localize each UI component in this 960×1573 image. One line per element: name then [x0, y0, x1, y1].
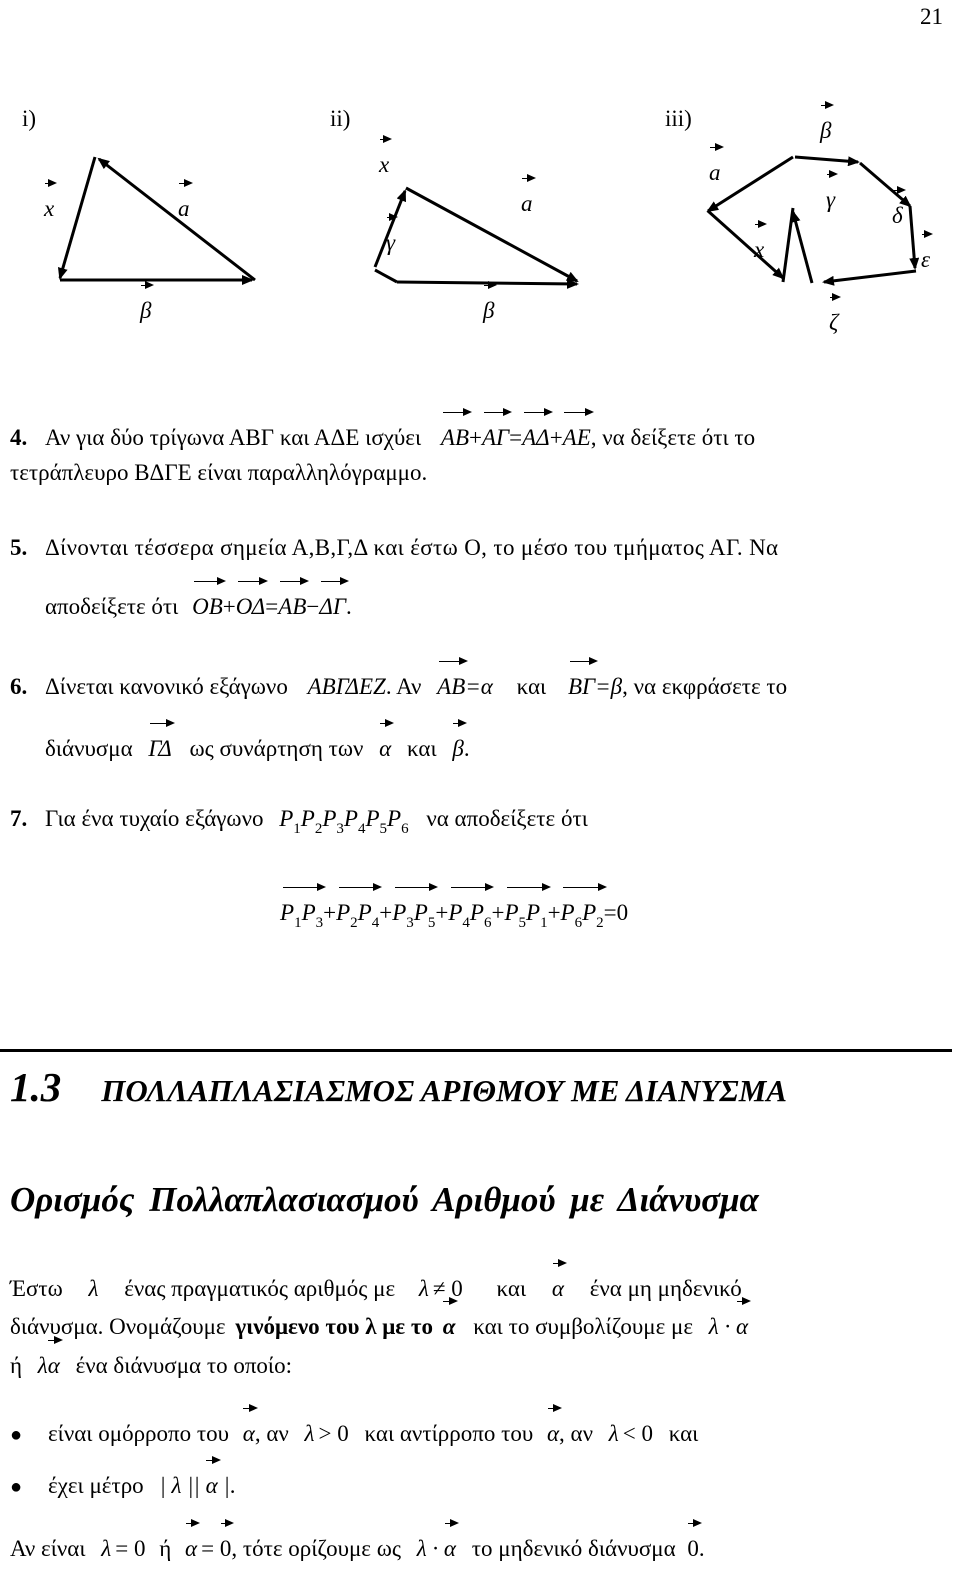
label-a-2: a	[521, 191, 533, 216]
definition-line3: ή λα ένα διάνυσμα το οποίο:	[10, 1353, 293, 1378]
vector-beta-arrow-2	[397, 282, 577, 284]
label-epsilon-3: ε	[921, 247, 931, 272]
label-beta-3: β	[820, 118, 832, 143]
exercise-6-line2: διάνυσμα ΓΔ ως συνάρτηση των α και β.	[45, 736, 470, 761]
exercise-5-equation: ΟΒ+ΟΔ=ΑΒ−ΔΓ.	[192, 594, 352, 619]
exercise-6-line1: 6. Δίνεται κανονικό εξάγωνο ΑΒΓΔΕΖ. Αν ΑΒ=α και ΒΓ=β, να εκφράσετε το	[10, 674, 788, 699]
label-x-2: x	[379, 152, 390, 177]
vector-beta-arrow-3	[795, 157, 858, 162]
label-gamma-3: γ	[826, 187, 836, 212]
bullet-marker-1: ●	[10, 1424, 23, 1446]
vector-beta-arrow-2-start	[375, 270, 397, 282]
label-a: a	[178, 196, 190, 221]
vector-zeta-arrow	[824, 271, 916, 282]
vector-gamma-link	[783, 208, 793, 282]
exercise-4-line2: τετράπλευρο ΒΔΓΕ είναι παραλληλόγραμμο.	[10, 460, 428, 485]
definition-line2: διάνυσμα. Ονομάζουμε γινόμενο του λ με το α και το συμβολίζουμε με λ · α	[10, 1314, 749, 1339]
exercise-7-line1: 7. Για ένα τυχαίο εξάγωνο $P_1P_2P_3P_4P_5P_6$ να αποδείξετε ότι	[10, 806, 588, 837]
definition-heading: Ορισμός Πολλαπλασιασμού Αριθμού με Διάνυσμα	[10, 1180, 759, 1219]
definition-last-line: Αν είναι λ = 0 ή α = 0, τότε ορίζουμε ως λ · α το μηδενικό διάνυσμα 0.	[10, 1536, 705, 1561]
vector-gamma-arrow-3	[793, 212, 812, 283]
section-heading	[10, 1063, 787, 1111]
exercise-5-line1: 5. Δίνονται τέσσερα σημεία Α,Β,Γ,Δ και έστω Ο, το μέσο του τμήματος ΑΓ. Να	[10, 535, 779, 560]
vector-x-arrow-2	[406, 188, 577, 281]
figure-label-i: i)	[22, 106, 37, 131]
figure-label-ii: ii)	[330, 106, 351, 131]
section-rule	[0, 1049, 952, 1052]
definition-line1: Έστω λ ένας πραγματικός αριθμός με λ ≠ 0 και α ένα μη μηδενικό	[10, 1276, 742, 1301]
label-a-3: a	[709, 160, 721, 185]
exercise-7-equation: $P_1P_3+P_2P_4+P_3P_5+P_4P_6+P_5P_1+P_6P_2=0$	[280, 900, 629, 931]
vector-a-arrow	[99, 159, 255, 280]
label-delta-3: δ	[892, 203, 903, 228]
label-gamma-2: γ	[386, 230, 396, 255]
label-beta: β	[140, 298, 152, 323]
figure-ii	[375, 188, 577, 284]
exercise-4-equation: ΑΒ+ΑΓ=ΑΔ+ΑΕ	[440, 425, 591, 450]
exercise-5-line2: αποδείξετε ότι ΟΒ+ΟΔ=ΑΒ−ΔΓ.	[45, 594, 352, 619]
label-beta-2: β	[483, 298, 495, 323]
figure-iii	[708, 157, 916, 283]
bullet-1: είναι ομόρροπο του α, αν λ > 0 και αντίρροπο του α, αν λ < 0 και	[48, 1421, 699, 1446]
label-x: x	[44, 196, 55, 221]
bullet-2: έχει μέτρο | λ || α |.	[48, 1473, 236, 1498]
hexagon-vertices: $P_1P_2P_3P_4P_5P_6$	[279, 806, 409, 837]
figure-i	[60, 157, 255, 280]
label-x-3: x	[754, 237, 765, 262]
section-number: 1.3	[10, 1064, 62, 1110]
section-title: ΠΟΛΛΑΠΛΑΣΙΑΣΜΟΣ ΑΡΙΘΜΟΥ ΜΕ ΔΙΑΝΥΣΜΑ	[101, 1073, 787, 1108]
vector-epsilon-arrow	[910, 206, 915, 268]
label-zeta-3: ζ	[829, 310, 839, 335]
bullet-marker-2: ●	[10, 1476, 23, 1498]
figure-label-iii: iii)	[665, 106, 692, 131]
vector-x-arrow	[60, 157, 95, 278]
page-number: 21	[920, 4, 943, 29]
exercise-4-line1: 4. Αν για δύο τρίγωνα ΑΒΓ και ΑΔΕ ισχύει ΑΒ+ΑΓ=ΑΔ+ΑΕ, να δείξετε ότι το	[10, 425, 756, 450]
vector-delta-arrow	[860, 163, 910, 206]
vector-a-arrow-3	[708, 157, 793, 211]
vector-x-arrow-3	[708, 211, 783, 278]
